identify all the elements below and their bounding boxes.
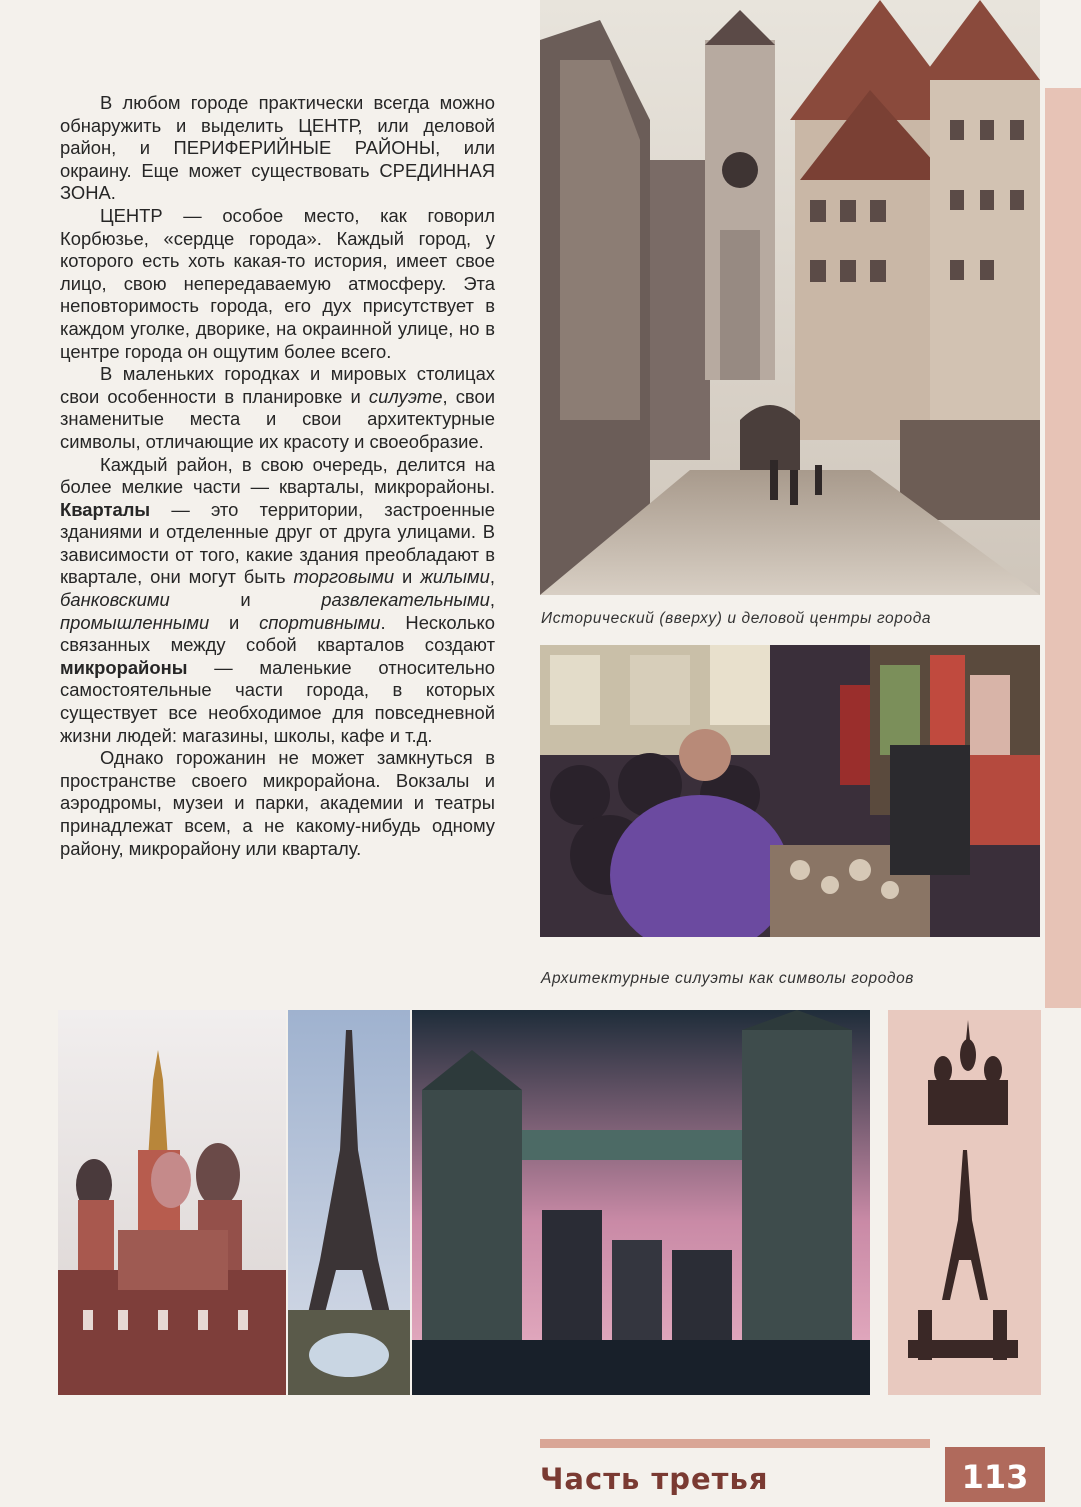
main-text-column bbox=[60, 92, 495, 860]
paragraph-2: ЦЕНТР — особое место, как говорил Корбюзье, «сердце города». Каждый город, у которого есть хоть какая-то история, имеет свое лицо, свою непередаваемую атмосферу. Эта неповторимость города, его дух присутствует в каждом уголке, дворике, на окраинной улице, но в центре города он ощутим более всего. bbox=[60, 204, 495, 362]
eiffel-tower-photo bbox=[288, 1010, 410, 1395]
historic-center-photo bbox=[540, 0, 1040, 595]
business-center-photo bbox=[540, 645, 1040, 937]
paragraph-3: В маленьких городках и мировых столицах свои особенности в планировке и силуэте, свои знаменитые места и свои архитектурные символы, отличающие их красоту и своеобразие. bbox=[60, 363, 495, 452]
paragraph-5: Однако горожанин не может замкнуться в пространстве своего микрорайона. Вокзалы и аэродромы, музеи и парки, академии и театры принадлежат всем, а не какому-нибудь одному району, микрорайону или кварталу. bbox=[60, 747, 495, 859]
caption-centers: Исторический (вверху) и деловой центры города bbox=[541, 610, 932, 627]
st-basils-photo bbox=[58, 1010, 286, 1395]
caption-silhouettes: Архитектурные силуэты как символы городов bbox=[541, 970, 915, 987]
footer-bar bbox=[540, 1439, 930, 1448]
page-number: 113 bbox=[945, 1447, 1045, 1502]
silhouettes-panel bbox=[888, 1010, 1041, 1395]
paragraph-1: В любом городе практически всегда можно обнаружить и выделить ЦЕНТР, или деловой район, и ПЕРИФЕРИЙНЫЕ РАЙОНЫ, или окраину. Еще может существовать СРЕДИННАЯ ЗОНА. bbox=[60, 92, 495, 204]
section-title: Часть третья bbox=[540, 1462, 769, 1496]
paragraph-4: Каждый район, в свою очередь, делится на более мелкие части — кварталы, микрорайоны. Кварталы — это территории, застроенные зданиями и отделенные друг от друга улицами. В зависимости от того, какие здания преобладают в квартале, они могут быть торговыми и жилыми, банковскими и развлекательными, промышленными и спортивными. Несколько связанных между собой кварталов создают микрорайоны — маленькие относительно самостоятельные части города, в которых существует все необходимое для повседневной жизни людей: магазины, школы, кафе и т.д. bbox=[60, 453, 496, 746]
decorative-margin-strip bbox=[1045, 88, 1081, 1008]
tower-bridge-photo bbox=[412, 1010, 870, 1395]
